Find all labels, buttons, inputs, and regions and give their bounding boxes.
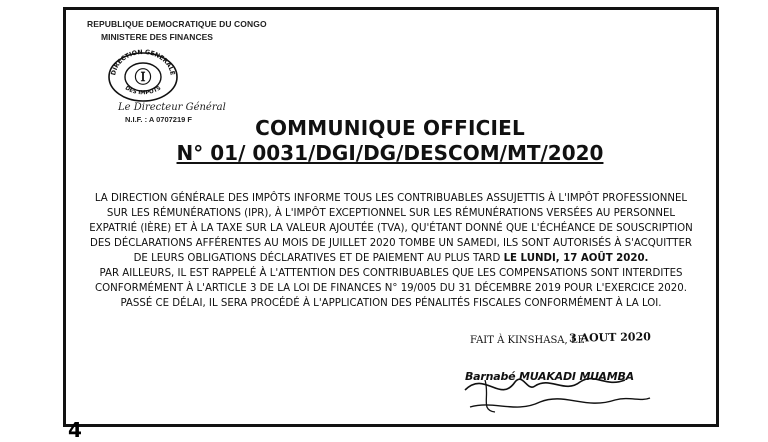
para1-line: EXPATRIÉ (IÈRE) ET À LA TAXE SUR LA VALEUR AJOUTÉE (TVA), QU'ÉTANT DONNÉ QUE L'ÉCHÉANCE DE SOUSCRIPTION	[89, 223, 693, 234]
communique-reference: N° 01/ 0031/DGI/DG/DESCOM/MT/2020	[176, 141, 604, 165]
signatory-name: Barnabé MUAKADI MUAMBA	[465, 370, 634, 383]
svg-text:Ⓘ: Ⓘ	[134, 68, 152, 88]
para1-last-line	[72, 251, 710, 266]
page-number: 4	[68, 418, 82, 442]
para2-line: CONFORMÉMENT À L'ARTICLE 3 DE LA LOI DE FINANCES N° 19/005 DU 31 DÉCEMBRE 2019 POUR L'EXERCICE 2020.	[95, 283, 687, 294]
para1-line: DES DÉCLARATIONS AFFÉRENTES AU MOIS DE JUILLET 2020 TOMBE UN SAMEDI, ILS SONT AUTORISÉS À S'ACQUITTER	[89, 238, 693, 249]
date-stamp: 3 AOUT 2020	[568, 330, 651, 345]
para2-line: PAR AILLEURS, IL EST RAPPELÉ À L'ATTENTION DES CONTRIBUABLES QUE LES COMPENSATIONS SONT INTERDITES	[99, 268, 683, 279]
communique-title: COMMUNIQUE OFFICIEL	[255, 116, 525, 140]
nif-number: N.I.F. : A 0707219 F	[125, 115, 192, 124]
deadline-date: LE LUNDI, 17 AOÛT 2020.	[503, 253, 649, 264]
seal-bottom-text: DES IMPOTS	[123, 85, 163, 97]
para1-line: SUR LES RÉMUNÉRATIONS (IPR), À L'IMPÔT EXCEPTIONNEL SUR LES RÉMUNÉRATIONS VERSÉES AU PERSONNEL	[106, 208, 676, 219]
para3-line: PASSÉ CE DÉLAI, IL SERA PROCÉDÉ À L'APPLICATION DES PÉNALITÉS FISCALES CONFORMÉMENT À LA LOI.	[120, 298, 662, 309]
ministry-header: MINISTERE DES FINANCES	[101, 32, 213, 42]
handwritten-signature	[455, 352, 655, 422]
communique-body	[72, 191, 710, 311]
place-line: FAIT À KINSHASA, LE	[470, 335, 585, 346]
country-header: REPUBLIQUE DEMOCRATIQUE DU CONGO	[87, 19, 267, 29]
para1-line: LA DIRECTION GÉNÉRALE DES IMPÔTS INFORME TOUS LES CONTRIBUABLES ASSUJETTIS À L'IMPÔT PROFESSIONNEL	[94, 193, 688, 204]
director-title: Le Directeur Général	[118, 102, 226, 113]
para1-line: DE LEURS OBLIGATIONS DÉCLARATIVES ET DE PAIEMENT AU PLUS TARD	[133, 253, 501, 264]
dgi-seal-logo	[103, 48, 183, 102]
seal-top-text: DIRECTION GENERALE	[110, 48, 176, 77]
